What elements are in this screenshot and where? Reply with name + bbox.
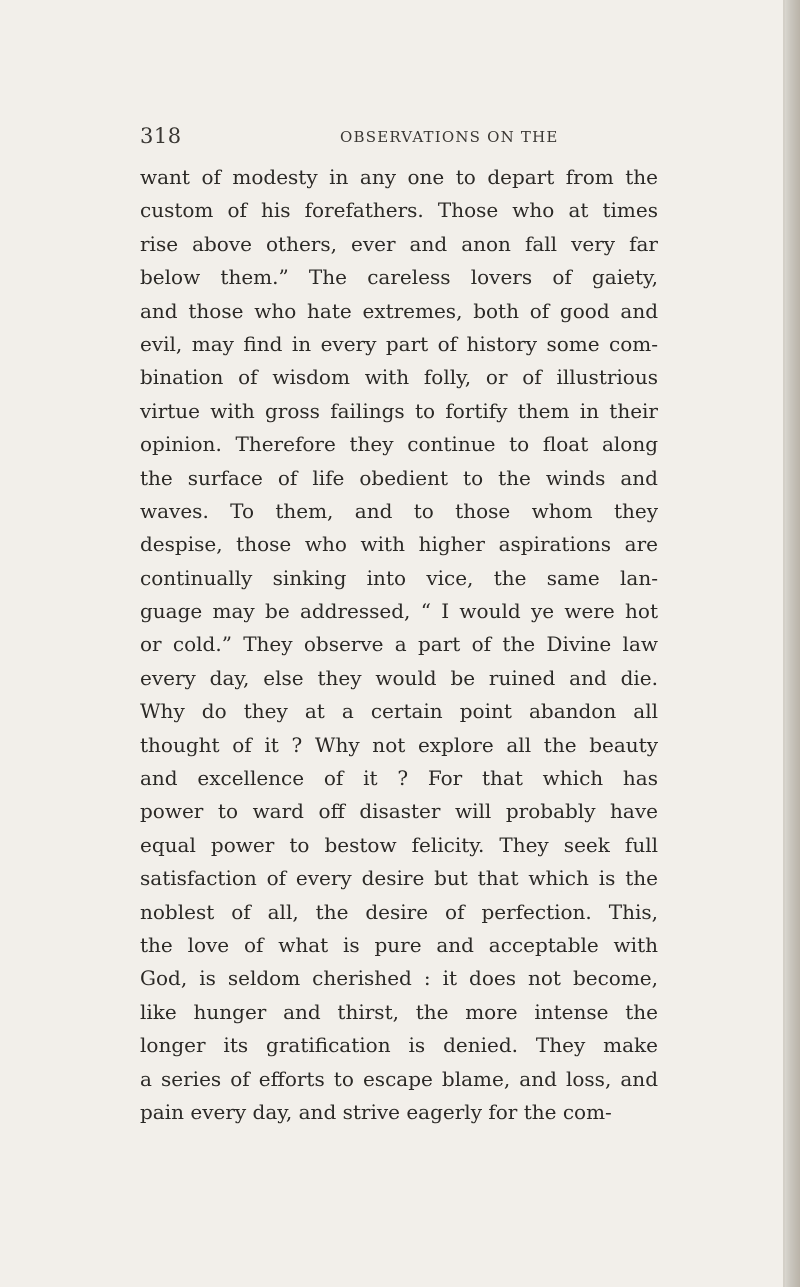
text-line: or cold.” They observe a part of the Divine law (140, 632, 658, 657)
text-line: God, is seldom cherished : it does not become, (140, 966, 658, 991)
text-line: Why do they at a certain point abandon all (140, 699, 658, 724)
text-line: opinion. Therefore they continue to float along (140, 432, 658, 457)
text-line: and those who hate extremes, both of good and (140, 298, 658, 323)
text-line: evil, may find in every part of history some com- (140, 331, 658, 356)
page-number: 318 (140, 124, 182, 148)
body-text (140, 161, 658, 1129)
text-line: the love of what is pure and acceptable with (140, 932, 658, 957)
text-line: virtue with gross failings to fortify them in their (140, 398, 658, 423)
page-edge (785, 0, 800, 1287)
text-line: waves. To them, and to those whom they (140, 498, 658, 523)
text-line: longer its gratification is denied. They make (140, 1033, 658, 1058)
text-line: and excellence of it ? For that which has (140, 766, 658, 791)
text-line: like hunger and thirst, the more intense the (140, 999, 658, 1024)
text-line: power to ward off disaster will probably have (140, 799, 658, 824)
running-title: OBSERVATIONS ON THE (340, 128, 559, 146)
text-line: every day, else they would be ruined and die. (140, 665, 658, 690)
text-line: bination of wisdom with folly, or of illustrious (140, 365, 658, 390)
text-line: pain every day, and strive eagerly for the com- (140, 1099, 612, 1124)
text-line: satisfaction of every desire but that which is the (140, 866, 658, 891)
text-line: equal power to bestow felicity. They seek full (140, 832, 658, 857)
text-line: guage may be addressed, “ I would ye were hot (140, 599, 658, 624)
text-line: want of modesty in any one to depart from the (140, 165, 658, 189)
text-line: custom of his forefathers. Those who at times (140, 198, 658, 223)
running-head (140, 124, 660, 154)
text-line: continually sinking into vice, the same lan- (140, 565, 658, 590)
text-line: thought of it ? Why not explore all the beauty (140, 732, 658, 757)
text-line: below them.” The careless lovers of gaiety, (140, 265, 658, 290)
text-line: rise above others, ever and anon fall very far (140, 231, 658, 256)
text-line: the surface of life obedient to the winds and (140, 465, 658, 490)
text-line: despise, those who with higher aspirations are (140, 532, 658, 557)
text-line: noblest of all, the desire of perfection. This, (140, 899, 658, 924)
text-line: a series of efforts to escape blame, and loss, and (140, 1066, 658, 1091)
